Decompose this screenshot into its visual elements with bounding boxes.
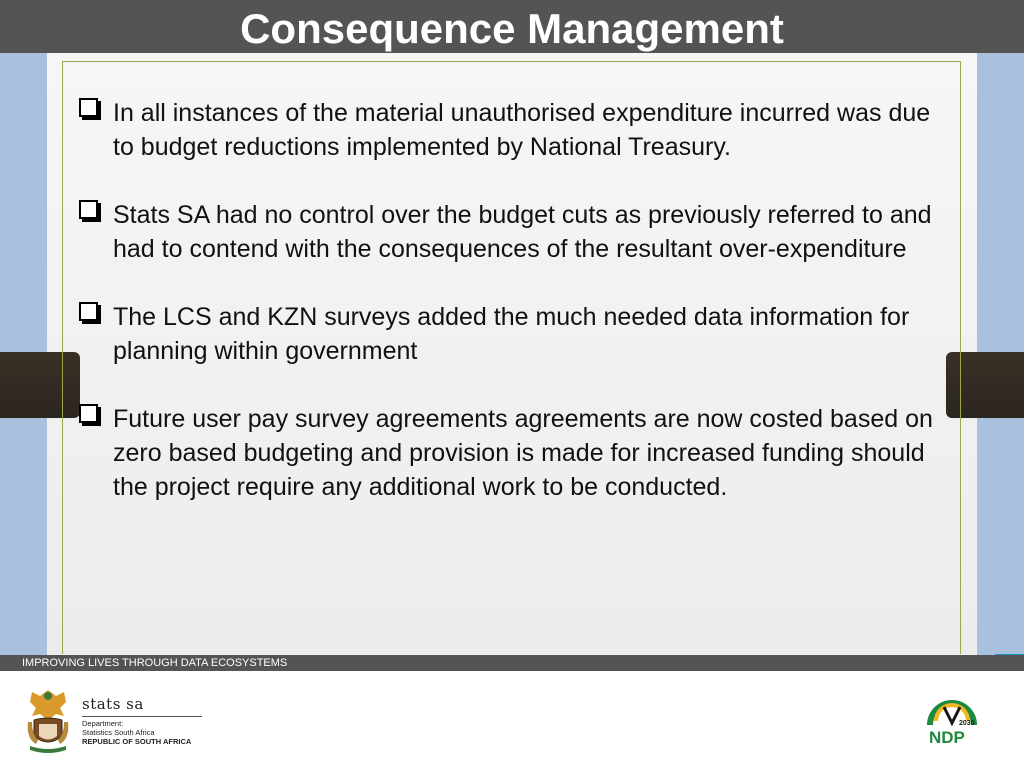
bullet-text: In all instances of the material unauthorised expenditure incurred was due to budget reductions implemented by National Treasury.: [113, 99, 931, 161]
ndp-logo-icon: [924, 699, 980, 747]
page-title: Consequence Management: [0, 0, 1024, 53]
bullet-list: [75, 96, 955, 538]
footer-tagline: IMPROVING LIVES THROUGH DATA ECOSYSTEMS: [0, 655, 1024, 671]
dept-label: Department:: [82, 719, 124, 728]
ndp-year: 2030: [959, 720, 975, 727]
bullet-text: Stats SA had no control over the budget cuts as previously referred to and had to contend with the consequences of the resultant over-expenditure: [113, 201, 932, 263]
footer: [0, 671, 1024, 768]
bullet-item: [75, 300, 955, 368]
bullet-item: [75, 402, 955, 504]
checkbox-bullet-icon: [79, 404, 98, 423]
checkbox-bullet-icon: [79, 200, 98, 219]
stats-sa-logo: [82, 695, 202, 746]
logo-name: stats sa: [82, 695, 202, 717]
checkbox-bullet-icon: [79, 98, 98, 117]
bullet-item: [75, 198, 955, 266]
bullet-item: [75, 96, 955, 164]
country-name: REPUBLIC OF SOUTH AFRICA: [82, 737, 192, 746]
ndp-text: NDP: [929, 728, 965, 747]
checkbox-bullet-icon: [79, 302, 98, 321]
coat-of-arms-icon: [22, 686, 74, 754]
bullet-text: The LCS and KZN surveys added the much needed data information for planning within government: [113, 303, 910, 365]
bullet-text: Future user pay survey agreements agreements are now costed based on zero based budgeting and provision is made for increased funding should the project require any additional work to be conducted.: [113, 405, 933, 501]
dept-name: Statistics South Africa: [82, 728, 155, 737]
